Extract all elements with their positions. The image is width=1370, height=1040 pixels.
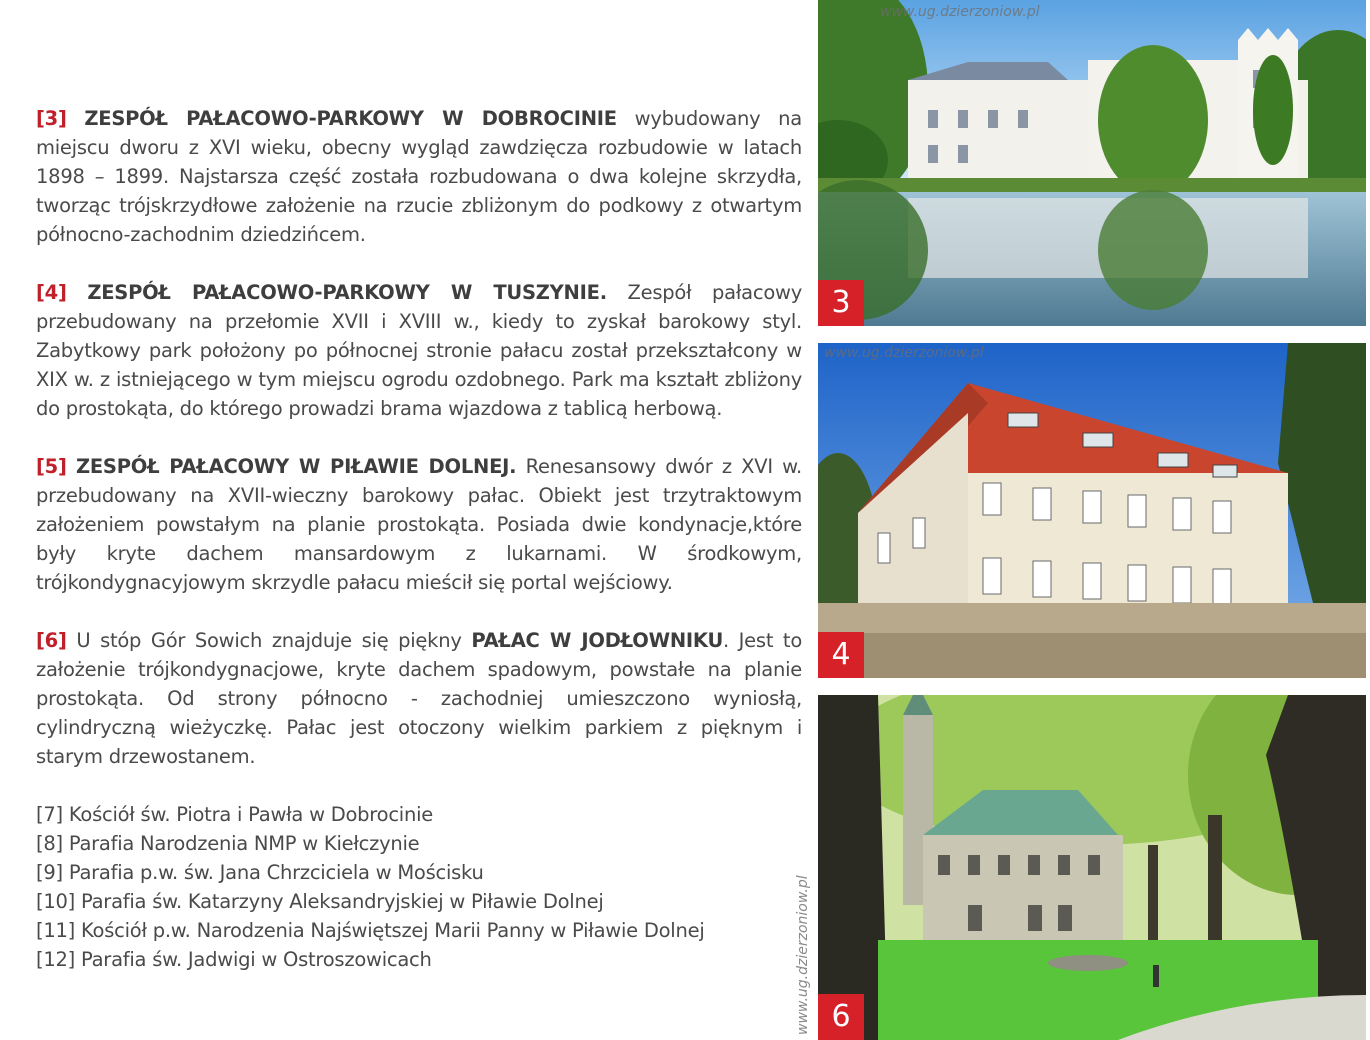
photo-number-badge: 3 xyxy=(818,280,864,326)
paragraph-number: [6] xyxy=(36,629,67,652)
photo-tuszyn-palace xyxy=(818,343,1366,678)
list-item: [10] Parafia św. Katarzyny Aleksandryjskiej w Piławie Dolnej xyxy=(36,890,604,913)
photo-number-badge: 4 xyxy=(818,632,864,678)
paragraph-5 xyxy=(36,452,802,597)
paragraph-number: [5] xyxy=(36,455,67,478)
photo-watermark: www.ug.dzierzoniow.pl xyxy=(880,4,1040,20)
palace-lake-image xyxy=(818,0,1366,326)
paragraph-4 xyxy=(36,278,802,423)
paragraph-6 xyxy=(36,626,802,771)
paragraph-title: ZESPÓŁ PAŁACOWO-PARKOWY W DOBROCINIE xyxy=(84,107,617,130)
list-item: [12] Parafia św. Jadwigi w Ostroszowicach xyxy=(36,948,432,971)
paragraph-body: wybudowany na miejscu dworu z XVI wieku, obecny wygląd zawdzięcza rozbudowie w latach 1898 – 1899. Najstarsza część została rozbudowana o dwa kolejne skrzydła, tworząc trójskrzydłowe założenie na rzucie zbliżonym do podkowy z otwartym północno-zachodnim dziedzińcem. xyxy=(36,107,802,246)
palace-park-image xyxy=(818,695,1366,1040)
photo-number-badge: 6 xyxy=(818,994,864,1040)
vertical-watermark: www.ug.dzierzoniow.pl xyxy=(795,875,811,1035)
paragraph-number: [3] xyxy=(36,107,67,130)
list-item: [11] Kościół p.w. Narodzenia Najświętszej Marii Panny w Piławie Dolnej xyxy=(36,919,705,942)
paragraph-title: ZESPÓŁ PAŁACOWO-PARKOWY W TUSZYNIE. xyxy=(87,281,607,304)
paragraph-title: PAŁAC W JODŁOWNIKU xyxy=(471,629,724,652)
paragraph-body: Zespół pałacowy przebudowany na przełomie XVII i XVIII w., kiedy to zyskał barokowy styl. Zabytkowy park położony po północnej stronie pałacu został przekształcony w XIX w. z istniejącego w tym miejscu ogrodu ozdobnego. Park ma kształt zbliżony do prostokąta, do którego prowadzi brama wjazdowa z tablicą herbową. xyxy=(36,281,802,420)
list-item: [9] Parafia p.w. św. Jana Chrzciciela w Mościsku xyxy=(36,861,484,884)
places-list xyxy=(36,800,802,974)
photo-watermark: www.ug.dzierzoniow.pl xyxy=(824,345,984,361)
list-item: [7] Kościół św. Piotra i Pawła w Dobrocinie xyxy=(36,803,433,826)
paragraph-title: ZESPÓŁ PAŁACOWY W PIŁAWIE DOLNEJ. xyxy=(75,455,517,478)
photo-jodlownik-palace xyxy=(818,695,1366,1040)
paragraph-body: . Jest to założenie trójkondygnacjowe, kryte dachem spadowym, powstałe na planie prostokąta. Od strony północno - zachodniej umieszczono wyniosłą, cylindryczną wieżyczkę. Pałac jest otoczony wielkim parkiem z pięknym i starym drzewostanem. xyxy=(36,629,802,768)
article-text xyxy=(36,104,802,974)
photo-dobrocin-palace xyxy=(818,0,1366,326)
manor-red-roof-image xyxy=(818,343,1366,678)
paragraph-number: [4] xyxy=(36,281,67,304)
list-item: [8] Parafia Narodzenia NMP w Kiełczynie xyxy=(36,832,420,855)
paragraph-body: Renesansowy dwór z XVI w. przebudowany na XVII-wieczny barokowy pałac. Obiekt jest trzytraktowym założeniem powstałym na planie prostokąta. Posiada dwie kondynacje,które były kryte dachem mansardowym z lukarnami. W środkowym, trójkondygnacyjowym skrzydle pałacu mieścił się portal wejściowy. xyxy=(36,455,802,594)
paragraph-intro: U stóp Gór Sowich znajduje się piękny xyxy=(66,629,472,652)
paragraph-3 xyxy=(36,104,802,249)
